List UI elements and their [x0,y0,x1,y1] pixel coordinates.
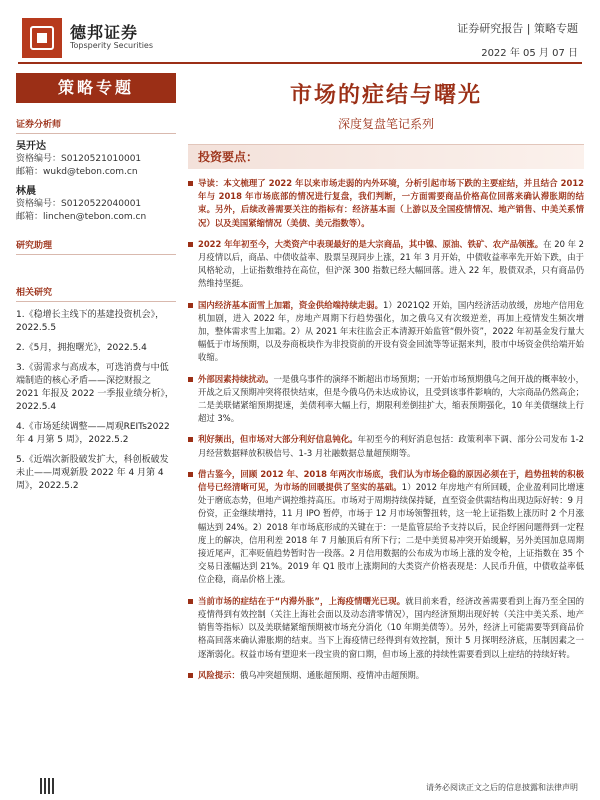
paragraph-current: 当前市场的症结在于“内滞外胀”，上海疫情曙光已现。就目前来看，经济改善需要看到上海乃至全国的疫情得到有效控制（关注上海社会面以及动态清零情况），国内经济预期出现好转（关注中美关系、地产销售等指标）以及美联储紧缩预期被市场充分消化（10 年期美债等）。另外，经济上可能需要等到商品价格高回落来确认滞胀期的结束。当下上海疫情已经得到有效控制，预计 5 月探明经济底，压制因素之一逐渐弱化。权益市场有望迎来一段宝贵的窗口期，但市场上涨的持续性需要看到以上症结的持续好转。 [188,595,584,661]
related-heading: 相关研究 [16,285,176,302]
related-item[interactable]: 3.《弱需求与高成本，可选消费与中低端制造的核心矛盾——深挖财报之 2021 年报及 2022 一季报业绩分析》，2022.5.4 [16,363,174,412]
bullet-icon [188,472,193,477]
analyst-name: 吴开达 [16,141,46,152]
assistant-heading: 研究助理 [16,238,176,255]
bullet-icon [188,181,193,186]
main-content [188,72,584,682]
paragraph-history: 借古鉴今，回顾 2012 年、2018 年两次市场底，我们认为市场企稳的原因必须在于，趋势扭转的积极信号已经清晰可见，为市场的回暖提供了坚实的基础。1）2012 年房地产有所回暖，企业盈利同比增速处于磨底态势，但地产调控维持高压。市场对于周期持续保持疑，直至资金供需结构出现边际好转：9 月份资，正金继续增持，11 月 IPO 暂停，市场于 12 月市场领警扭转，这一轮上证指数上涨历时 2 个月涨幅达到 24%。2）2018 年市场底形成的关键在于：一是监管层给予支持以后，民企纾困问题得到一定程度上的解决，信用利差 2018 年 7 月触顶后有所下行；二是中美贸易冲突开始缓解，另外美国加息周期接近尾声，汇率贬值趋势暂时告一段落。2 月信用数据的公布成为市场上涨的发令枪，上证指数在 35 个交易日涨幅达到 21%。2019 年 Q1 股市上涨期间的大类资产价格表现是：人民币升值，中债收益率低位企稳，商品价格上涨。 [188,468,584,587]
analyst-2 [16,185,176,224]
logo-mark [30,26,54,50]
paragraph-assets: 2022 年年初至今，大类资产中表现最好的是大宗商品，其中镍、原油、铁矿、农产品领涨。在 20 年 2 月疫情以后，商品、中债收益率、股票呈现同步上涨，21 年 3 月开始，中债收益率率先开始下跌，由于风格轮动，上证指数维持在高位，但沪深 300 指数已经大幅回落。进入 22 年，股债双杀，只有商品仍然维持坚挺。 [188,238,584,291]
report-subtitle: 深度复盘笔记系列 [337,117,434,131]
analyst-name: 林晨 [16,186,36,197]
bullet-icon [188,437,193,442]
related-item[interactable]: 5.《近端次新股破发扩大，科创板破发未止——周观新股 2022 年 4 月第 4 周》，2022.5.2 [16,455,169,491]
section-heading: 投资要点： [188,144,584,169]
analyst-1 [16,140,176,179]
brand-name-en: Topsperity Securities [70,41,154,50]
analyst-cert: 资格编号：S0120521010001 [16,154,142,164]
paragraph-positive-news: 利好频出，但市场对大部分利好信息钝化。年初至今的利好消息包括：政策利率下调、部分公司发布 1-2 月经营数据释放积极信号、1-3 月社融数据总量超预期等。 [188,433,584,459]
sidebar-title: 策略专题 [16,73,176,103]
analyst-heading: 证券分析师 [16,117,176,134]
company-logo [22,18,62,58]
analyst-cert: 资格编号：S0120522040001 [16,199,142,209]
analyst-email[interactable]: 邮箱：wukd@tebon.com.cn [16,167,138,177]
brand-name-cn: 德邦证券 [70,23,139,42]
related-item[interactable]: 2.《5月，拥抱曙光》，2022.5.4 [16,343,147,353]
bullet-icon [188,377,193,382]
bullet-icon [188,303,193,308]
qr-code-icon [40,778,56,794]
bullet-icon [188,242,193,247]
report-date: 2022 年 05 月 07 日 [481,48,578,59]
paragraph-external: 外部因素持续扰动。一是俄乌事件的演绎不断超出市场预期；一开始市场预期俄乌之间开战的概率较小，开战之后又预期冲突将很快结束，但是今俄乌仍未达成协议，且受到该事件影响的，大宗商品仍然高企；二是美联储紧缩预期提速，美债利率大幅上行，期限利差倒挂扩大，缩表预期强化，10 年美债继续上行超过 3%。 [188,373,584,426]
report-title: 市场的症结与曙光 [289,83,482,108]
paragraph-domestic: 国内经济基本面雪上加霜，资金供给端持续走弱。1）2021Q2 开始，国内经济活动放缓，房地产信用危机加剧，进入 2022 年，房地产周期下行趋势强化，加之俄乌又有次级逆差，再加上疫情发生频次增加，整体需求雪上加霜。2）从 2021 年末往监会正本清源开始监管“假外资”，2022 年初基金发行量大幅低于市场预期，以及券商板块作为非投资前的开设有资金回流等等证据来判，股市中场资金供给端开始收缩。 [188,299,584,365]
report-category: 证券研究报告 | 策略专题 [457,22,578,35]
footer [0,774,600,800]
header-rule [18,62,582,64]
bullet-icon [188,673,193,678]
related-item[interactable]: 1.《稳增长主线下的基建投资机会》，2022.5.5 [16,310,165,333]
analyst-email[interactable]: 邮箱：linchen@tebon.com.cn [16,212,147,222]
sidebar [16,73,176,493]
paragraph-intro: 导读：本文梳理了 2022 年以来市场⾛弱的内外环境，分析引起市场下跌的主要症结，并且结合 2012 年与 2018 年市场底部的情况进行复盘，我们判断，一方面需要商品价格高位回落来确认滞胀期的结束。另外，后续改善需要关注的指标有：经济基本面（上游以及全国疫情情况、地产销售、中美关系情况）以及美国紧缩情况（美债、美元指数等）。 [188,177,584,230]
paragraph-risk: 风险提示：俄乌冲突超预期、通胀超预期、疫情冲击超预期。 [188,669,584,682]
related-item[interactable]: 4.《市场延续调整——周观REITs2022 年 4 月第 5 周》，2022.5.2 [16,422,170,445]
disclaimer: 请务必阅读正文之后的信息披露和法律声明 [426,783,578,792]
bullet-icon [188,599,193,604]
